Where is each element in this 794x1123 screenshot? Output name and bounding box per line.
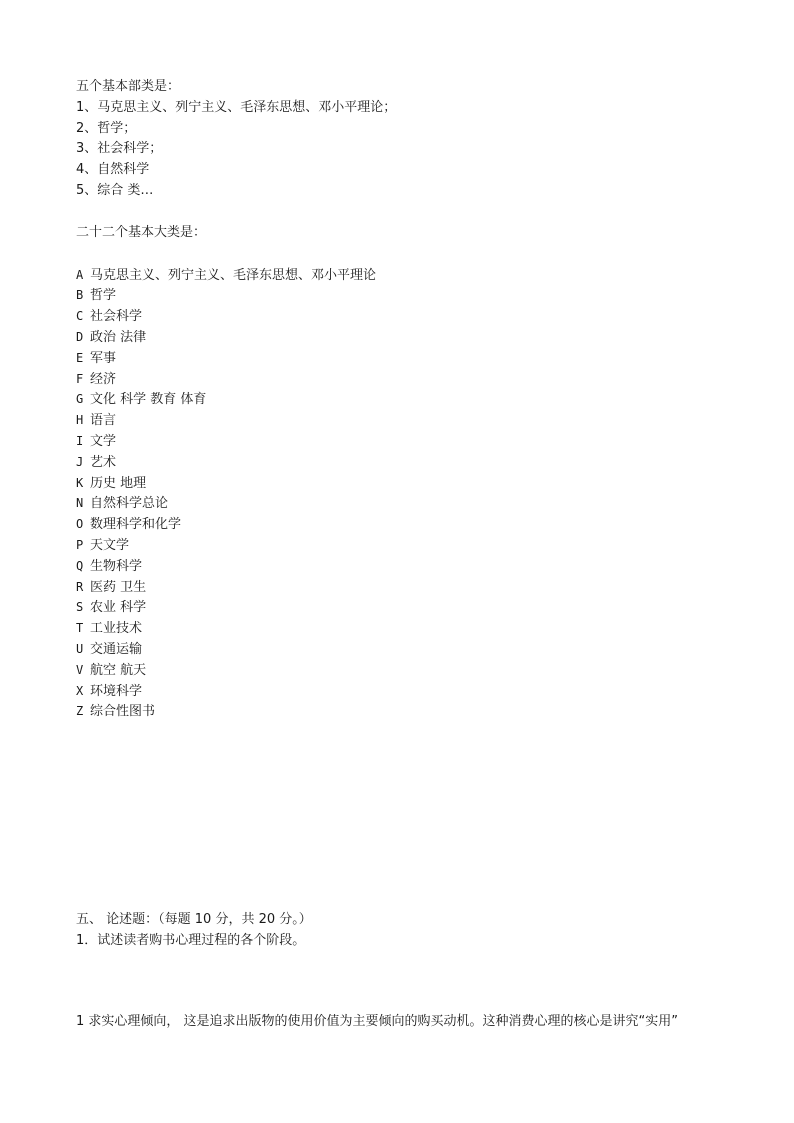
category-name: 军事 — [90, 350, 117, 366]
category-row — [76, 535, 736, 556]
list-item: 2、哲学； — [76, 120, 137, 136]
category-name: 语言 — [90, 413, 117, 429]
category-row — [76, 514, 736, 535]
category-code: I — [76, 433, 84, 448]
category-code: V — [76, 662, 84, 677]
category-row — [76, 285, 736, 306]
category-name: 经济 — [90, 371, 117, 387]
category-code: T — [76, 621, 84, 636]
category-row — [76, 389, 736, 410]
category-code: D — [76, 329, 84, 344]
category-name: 生物科学 — [90, 558, 143, 574]
category-name: 文化 科学 教育 体育 — [90, 392, 207, 408]
essay-question-section — [76, 910, 736, 952]
category-row — [76, 369, 736, 390]
category-row — [76, 265, 736, 286]
category-code: J — [76, 454, 84, 469]
category-name: 环境科学 — [90, 683, 143, 699]
list-item: 3、社会科学； — [76, 141, 163, 157]
category-name: 航空 航天 — [90, 662, 147, 678]
category-name: 交通运输 — [90, 641, 143, 657]
category-code: B — [76, 288, 84, 303]
answer-block — [76, 1009, 736, 1035]
category-code: Z — [76, 704, 84, 719]
section-heading: 五个基本部类是： — [76, 79, 181, 94]
category-code: N — [76, 496, 84, 511]
category-code: Q — [76, 558, 84, 573]
category-name: 文学 — [90, 433, 117, 449]
category-name: 哲学 — [90, 288, 117, 304]
category-code: R — [76, 579, 84, 594]
category-code: S — [76, 600, 84, 615]
category-name: 社会科学 — [90, 309, 143, 325]
category-row — [76, 681, 736, 702]
category-name: 农业 科学 — [90, 600, 147, 616]
category-row — [76, 556, 736, 577]
category-code: U — [76, 641, 84, 656]
category-row — [76, 452, 736, 473]
category-name: 艺术 — [90, 454, 117, 470]
category-code: X — [76, 683, 84, 698]
category-code: A — [76, 267, 84, 282]
category-name: 天文学 — [90, 537, 130, 553]
category-row — [76, 348, 736, 369]
category-row — [76, 639, 736, 660]
category-row — [76, 618, 736, 639]
category-row — [76, 597, 736, 618]
category-row — [76, 660, 736, 681]
category-name: 自然科学总论 — [90, 496, 169, 512]
category-row — [76, 327, 736, 348]
category-code: K — [76, 475, 84, 490]
category-row — [76, 493, 736, 514]
list-item: 5、综合 类… — [76, 182, 154, 198]
category-name: 综合性图书 — [90, 704, 156, 720]
category-name: 历史 地理 — [90, 475, 147, 491]
twenty-two-categories-section — [76, 223, 736, 722]
category-row — [76, 701, 736, 722]
answer-text: 1 求实心理倾向， 这是追求出版物的使用价值为主要倾向的购买动机。这种消费心理的核心是讲究“实用” — [76, 1014, 679, 1029]
category-code: H — [76, 413, 84, 428]
category-row — [76, 473, 736, 494]
list-item: 1、马克思主义、列宁主义、毛泽东思想、邓小平理论； — [76, 99, 397, 115]
category-row — [76, 431, 736, 452]
list-item: 4、自然科学 — [76, 162, 150, 178]
section-heading: 二十二个基本大类是： — [76, 225, 207, 240]
category-code: F — [76, 371, 84, 386]
category-row — [76, 410, 736, 431]
category-row — [76, 306, 736, 327]
five-basic-divisions-section — [76, 77, 736, 202]
section-heading: 五、 论述题：（每题 10 分，共 20 分。） — [76, 912, 312, 927]
category-code: O — [76, 517, 84, 532]
category-name: 医药 卫生 — [90, 579, 147, 595]
question-text: 1．试述读者购书心理过程的各个阶段。 — [76, 932, 306, 948]
category-code: C — [76, 309, 84, 324]
category-row — [76, 577, 736, 598]
category-name: 政治 法律 — [90, 329, 147, 345]
category-name: 工业技术 — [90, 621, 143, 637]
blank-line — [76, 244, 736, 265]
category-code: P — [76, 537, 84, 552]
category-code: E — [76, 350, 84, 365]
category-name: 马克思主义、列宁主义、毛泽东思想、邓小平理论 — [90, 267, 377, 283]
category-code: G — [76, 392, 84, 407]
category-list — [76, 265, 736, 723]
category-name: 数理科学和化学 — [90, 517, 182, 533]
